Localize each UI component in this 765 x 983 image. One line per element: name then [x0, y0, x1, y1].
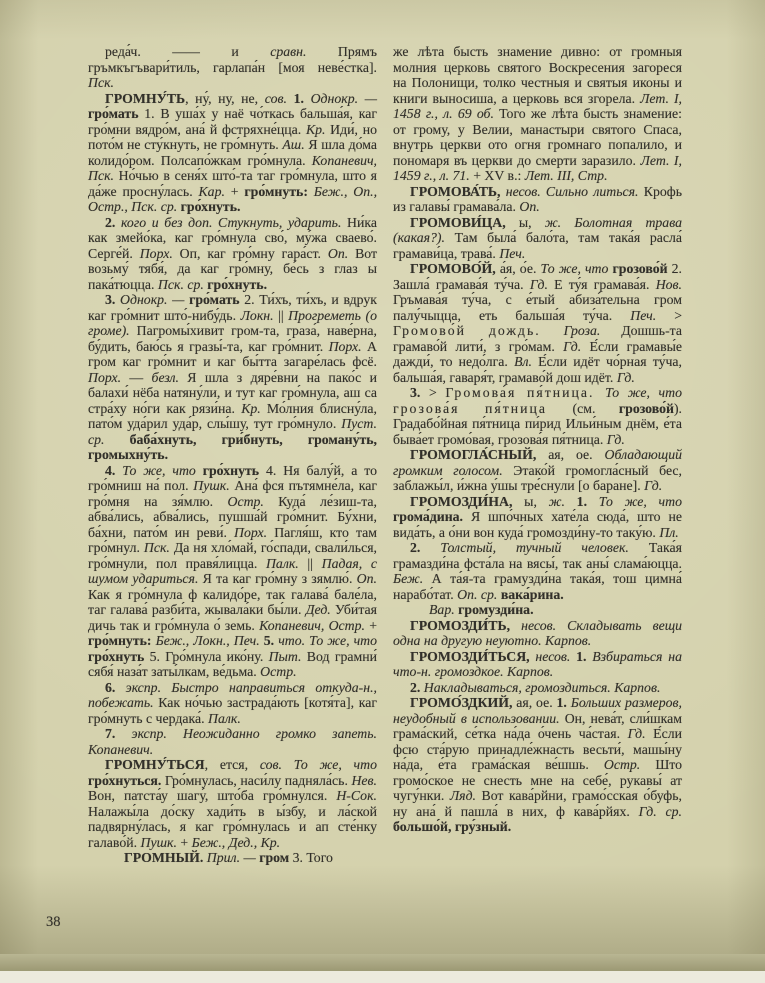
text-run: несов. [535, 648, 577, 664]
text-run: Така́я грамазди́на фста́ла на вясы́, так аны́ слама́юцца. [393, 540, 682, 571]
text-run: Пл. [659, 524, 679, 540]
text-run: Нев. [351, 772, 377, 788]
text-run: То же, что [122, 462, 203, 478]
text-run: гро́хнуть [88, 648, 150, 664]
text-run: 5. [149, 648, 166, 664]
left-column [88, 44, 377, 866]
text-run: Дошшь-та грамаво́й лити́, з гро́мам. [393, 323, 682, 354]
page-bottom-edge-shadow [0, 954, 765, 971]
text-run: баба́хнуть, гри́бнуть, громану́ть, громыхну́ть. [88, 431, 377, 462]
entry-gromovat [393, 184, 682, 215]
text-run: гро́мнуть: [88, 633, 156, 648]
text-run: Лет. III, Стр. [524, 168, 608, 183]
text-run: 3. Того [292, 850, 333, 865]
text-run: Пыт. [268, 648, 307, 664]
text-run: Аш. [282, 137, 309, 152]
text-run: Вл. [514, 354, 539, 369]
prev-entry-continuation [88, 44, 377, 91]
text-run: 3. [410, 385, 429, 400]
text-run: 4. [265, 462, 284, 478]
text-run: Да ня хло́май, го́спади, свали́лься, гро́мнули, пол правя́лицца. [88, 540, 377, 571]
text-run: Кр. [305, 121, 331, 137]
text-run: Дед. [305, 602, 336, 617]
gromozditsya-sense-2 [393, 680, 682, 696]
text-run: Ана́ фся пътямне́ла, каг гро́мня на зя́млю. [88, 478, 377, 509]
text-run: , ется, [204, 757, 260, 772]
text-run: Вон, патста́у шагу́, што́ба гро́мнулся. [88, 788, 337, 803]
text-run: Пагля́ш, кто там гро́мнул. [88, 524, 377, 555]
text-run: 1. [556, 695, 571, 710]
text-run: громузди́на. [458, 602, 534, 617]
text-run: грома́дина. [393, 509, 471, 524]
entry-gromnut [88, 91, 377, 215]
text-run: сравн. [270, 44, 338, 59]
text-run: + XV в.: [473, 168, 525, 183]
text-run: Н-Сок. [336, 788, 377, 803]
text-run: Прил. — [206, 850, 260, 865]
text-run: То же, что [598, 493, 682, 509]
gromovoy-sense-3 [393, 385, 682, 447]
text-run: Накладываться, громоздиться. [423, 679, 615, 695]
page-number: 38 [46, 914, 61, 930]
text-run: Пуст. ср. [88, 416, 377, 447]
entry-gromoglasny [393, 447, 682, 494]
text-run: ая, ое. [548, 447, 605, 462]
text-run: ГРОМОЗДИ́НА, [410, 493, 525, 509]
text-run: Пск. ср. [157, 276, 208, 292]
text-run: Однокр. — [120, 292, 190, 307]
text-run: Пск. [88, 75, 114, 90]
text-run: 1. [144, 106, 161, 121]
text-run: А гром каг гро́мнит и каг бы́тта загаре́лась фсё. [88, 338, 377, 369]
text-run: Палк. [265, 555, 308, 571]
text-run: Я та каг гро́мну з зямлю́. [202, 571, 357, 586]
entry-gromozditsya [393, 649, 682, 680]
text-run: Гро́мнула ико́ну. [165, 648, 269, 664]
text-run: (см. [572, 400, 619, 416]
text-run: 7. [105, 726, 132, 741]
text-run: То же, что [605, 385, 683, 400]
text-run: сов. [264, 90, 294, 106]
text-run: Кар. [198, 183, 231, 199]
text-run: || [307, 555, 322, 571]
text-run: Налажы́ла до́ску хади́ть в ы́збу, и ла́ской падвярну́лась, я каг гро́мнулась и ап сте́нку галаво́й. [88, 803, 377, 850]
text-run: Зашла́ грамава́я ту́ча. [393, 276, 530, 292]
text-run: Но́чью в сеня́х што́-та таг гро́мнула, што я да́же просну́лась. [88, 168, 377, 199]
text-run: Порх. [328, 338, 368, 354]
text-run: 1. [576, 648, 593, 664]
text-run: Гръмава́я ту́ча, с е́тый абиза́тельна гром палу́чыцца, еть бальша́я ту́ча. [393, 292, 682, 323]
gromnut-sense-6 [88, 680, 377, 727]
text-run: грозово́й [612, 261, 672, 276]
text-run: гро́хнуть. [180, 199, 241, 214]
text-run: Он, нева́т, сли́шкам грама́ский, се́тка на́да о́чень ча́стая. [393, 710, 683, 741]
text-run: гро́мать [189, 292, 245, 307]
text-run: ГРОМОВИ́ЦА, [410, 214, 519, 230]
text-run: Е́сли фсю ста́рую принадле́жнасть весьти́, машы́ну на́да, е́та грама́ская ве́шшь. [393, 726, 682, 772]
text-run: Громово́й дождь. [393, 323, 564, 338]
entry-gromny [88, 850, 377, 866]
gromny-citation-continuation [393, 44, 682, 184]
text-run: Остр. [603, 757, 656, 772]
text-run: ГРОМНУ́ТЬ [105, 90, 186, 106]
text-run: ГРОМОГЛА́СНЫЙ, [410, 447, 549, 462]
text-run: 2. [410, 540, 441, 555]
text-run: Е ту́я грамава́я. [554, 276, 656, 292]
right-column [393, 44, 682, 866]
text-run: Порх. [88, 369, 130, 385]
text-run: 2. [244, 292, 260, 307]
text-run: а́я, о́е. [499, 261, 541, 276]
text-run: что. То же, что [278, 633, 378, 648]
gromnut-sense-3 [88, 292, 377, 463]
text-run: Падая, с шумом удариться. [88, 555, 377, 586]
text-run: Оп. ср. [457, 586, 501, 602]
text-run: Вод грамни́ сябя́ наза́т заты́лкам, ве́дьма. [88, 648, 378, 679]
text-run: 2. [105, 214, 121, 230]
text-run: Как я гро́мнула ф калидо́ре, так галава́ бале́ла, таг галава́ разби́та, жывала́ки бы́ли. [88, 586, 377, 617]
text-run: Гро́мнулась, наси́лу падняла́сь. [164, 772, 352, 788]
text-run: 3. [105, 292, 121, 307]
text-run: Того же лѣта бысть знамение: от грому, у Велии, манастыри святого Спаса, внутрь церкви ото огня громнаго попалило, и пономаря въ церкви до смерти заразило. [393, 106, 682, 168]
text-run: 5. [263, 633, 279, 648]
text-run: ГРОМОЗДИ́ТЬ, [410, 617, 522, 633]
text-run: Взбираться на что-н. громоздкое. [393, 648, 682, 679]
text-run: Там была́ бало́та, там така́я расла́ грамави́ца, трава́. [393, 230, 682, 261]
text-run: гро́мать [88, 106, 145, 121]
text-run: ы, [518, 214, 545, 230]
text-run: Уби́тая дичь так и гро́мнула о́ земь. [88, 602, 377, 633]
text-run: Этако́й громогла́сный бес, заблажы́л, и́жна у́шы тре́снули [о баране]. [393, 462, 682, 493]
text-run: Карпов. [614, 679, 661, 695]
entry-gromozdky [393, 695, 682, 835]
text-run: Печ. [630, 307, 675, 323]
text-run: Лет. I, 1458 г., л. 69 об. [393, 90, 682, 121]
text-run: же лѣта бысть знамение дивно: от громныя молния церковь святого Воскресения загореся на Полонищи, толко честныя и святыя иконы и книги выносиша, а церковь вся згорела. [393, 44, 682, 106]
text-run: Гд. [606, 431, 625, 447]
page-bottom-edge-light [0, 971, 765, 983]
text-run: Оп. [519, 199, 540, 214]
entry-gromovitsa [393, 215, 682, 262]
text-run: экспр. Неожиданно громко запеть. [131, 726, 377, 741]
text-run: Што громо́ское не снесть мне на себе́, рукавы́ ат чугу́нки. [393, 757, 682, 803]
text-run: Пск. [143, 540, 174, 555]
text-run: безл. [151, 369, 188, 385]
text-run: Гд. [616, 369, 635, 385]
text-run: Нов. [655, 276, 682, 292]
text-run: Оп. [327, 245, 356, 261]
text-run: Е́сли грамавы́е дажди́, то недо́лга. [393, 338, 683, 369]
text-run: Остр. [260, 664, 297, 679]
text-run: Кр. [241, 400, 267, 416]
text-run: Карпов. [545, 633, 592, 648]
text-run: , ну́, ну, не, [185, 90, 265, 106]
text-run: 6. [105, 679, 126, 695]
text-run: Оп. [356, 571, 377, 586]
text-run: 1. [293, 90, 311, 106]
text-run: Как но́чью застрада́ють [котя́та], каг гро́мнуть с чердака́. [88, 695, 377, 726]
text-run: Пушк. [140, 834, 181, 850]
text-run: Беж., Локн., Печ. [155, 633, 264, 648]
text-run: Я шпо́чных хате́ла сюда́, што не вида́ть, а о́ни вон куда́ громозди́ну-то таку́ю. [393, 509, 683, 540]
text-run: Мо́лния блисну́ла, пато́м уда́рил уда́р, слы́шу, тут гро́мнуло. [88, 400, 377, 431]
gromnut-sense-7 [88, 726, 377, 757]
text-run: Гд. [644, 478, 663, 493]
text-run: Копаневич. [88, 741, 154, 757]
text-run: несов. Складывать вещи одна на другую неуютно. [393, 617, 683, 648]
gromnut-sense-2 [88, 215, 377, 293]
text-run: ая, ое. [516, 695, 557, 710]
text-run: Ти́хъ, ти́хъ, и вдрук каг гро́мнит што́-нибу́дь. [88, 292, 377, 323]
text-run: Гд. [627, 726, 654, 741]
text-run: + [369, 617, 378, 633]
text-run: Гд. ср. [638, 803, 682, 819]
text-run: грозово́й [618, 400, 674, 416]
text-run: Прогреметь (о громе). [88, 307, 377, 338]
gromozdina-sense-2 [393, 540, 682, 602]
gromozdina-var [393, 602, 682, 618]
text-run: Вот кава́рйни, грамо́сская о́буфь, ну ана́ й пашла́ в них, ф кава́рйях. [393, 788, 682, 819]
text-run: Я шла з дяре́вни на пако́с и балахи́ нёба натяну́ли, и тут каг гро́мнула, аш са стра́ху но́ги как рязи́на. [88, 369, 378, 416]
text-run: Порх. [234, 524, 275, 540]
text-run: > [674, 307, 682, 323]
text-run: Вар. [429, 602, 459, 617]
entry-gromovoy [393, 261, 682, 385]
text-run: ГРОМОВА́ТЬ, [410, 183, 506, 199]
text-run: 2. [410, 679, 424, 695]
entry-gromozdit [393, 618, 682, 649]
text-run: Обладающий громким голосом. [393, 447, 682, 478]
text-run: Беж. [393, 571, 432, 586]
text-run: ГРОМНУ́ТЬСЯ [105, 757, 205, 772]
text-run: В уша́х у наё чо́ткась бальша́я, каг гро́мни вядро́м, ана́ й фстряхне́цца. [88, 106, 378, 137]
text-run: А та́я-та грамузди́на така́я, тош цимна́ нарабо́тат. [393, 571, 682, 602]
text-run: Иди́, но пото́м не сту́кнуть, не гро́мнуть. [88, 121, 377, 152]
text-run: Локн. [240, 307, 279, 323]
text-run: гро́хнуться. [88, 772, 165, 788]
text-run: Копаневич, Остр. [259, 617, 370, 633]
text-run: Громова́я пя́тница. [445, 385, 606, 400]
text-run: Беж., Дед., Кр. [191, 834, 281, 850]
text-run: ). [673, 400, 682, 416]
text-run: Печ. [499, 245, 526, 261]
text-run: 1. [576, 493, 599, 509]
text-run: Крофь из галавы́ грамава́ла. [393, 183, 682, 214]
text-run: То же, что [540, 261, 613, 276]
text-run: ы, [524, 493, 549, 509]
text-run: > [428, 385, 446, 400]
text-run: Гд. [563, 338, 590, 354]
text-run: ГРОМО́ЗДКИЙ, [410, 695, 517, 710]
entry-gromnutsya [88, 757, 377, 850]
text-run: большо́й, гру́зный. [393, 819, 512, 834]
text-run: гро́мнуть: [244, 183, 314, 199]
text-run: Прямъ гръмкъгъвари́тиль, гарлапа́н [моя неве́стка]. [88, 44, 377, 75]
text-run: + [180, 834, 192, 850]
text-run: Копаневич, Пск. [88, 152, 377, 183]
text-run: ср. [160, 199, 181, 214]
text-run: Оп, каг гро́мну гара́ст. [179, 245, 328, 261]
text-run: Остр. [227, 493, 279, 509]
text-run: — [129, 369, 152, 385]
text-run: 4. [105, 462, 123, 478]
text-run: ГРОМНЫЙ. [124, 850, 207, 865]
text-run: Гроза. [563, 323, 622, 338]
text-run: Больших размеров, неудобный в использовании. [393, 695, 682, 726]
text-run: Я шла до́ма колидо́ром. Полсапо́жкам гро́мнула. [88, 137, 377, 168]
text-run: несов. Сильно литься. [505, 183, 644, 199]
text-run: Палк. [208, 710, 241, 726]
gromnut-sense-4-5 [88, 463, 377, 680]
text-run: Ляд. [449, 788, 482, 803]
text-run: ж. [548, 493, 577, 509]
text-run: грозова́я пя́тница [393, 400, 573, 416]
text-run: Карпов. [507, 664, 554, 679]
text-run: гром [259, 850, 293, 865]
text-run: кого и без доп. Стукнуть, ударить. [121, 214, 348, 230]
text-run: Гд. [529, 276, 555, 292]
text-run: Однокр. — [310, 90, 378, 106]
text-run: Пушк. [193, 478, 235, 493]
text-run: Пагромы́хивит гром-та, граза́, наве́рна, бу́дить, баю́сь я гразы́-та, каг гро́мнит. [88, 323, 377, 354]
text-run: Порх. [139, 245, 180, 261]
text-run: Беж., Оп., Остр., Пск. [88, 183, 378, 214]
text-run: ГРОМОЗДИ́ТЬСЯ, [410, 648, 536, 664]
text-block [88, 44, 682, 866]
text-run: Ня балу́й, а то гро́мниш на́ пол. [88, 462, 378, 493]
text-run: || [278, 307, 289, 323]
entry-gromozdina [393, 494, 682, 541]
text-run: Ни́ка как змейо́ка, каг гро́мнула сво́, му́жа сваево́. Серге́й. [88, 214, 378, 261]
text-run: вака́рина. [500, 586, 564, 602]
text-run: гро́хнуть. [207, 276, 268, 292]
text-run: ж. Болотная трава (какая?). [393, 214, 682, 245]
text-run: Е́сли идёт чо́рная ту́ча, бальша́я, гаваря́т, грамаво́й дош идёт. [393, 354, 682, 385]
text-run: Куда́ ле́зиш-та, абва́лись, абва́лись, пушша́й гро́мнит. Бу́хни, ба́хни, пато́м ин реви́. [88, 493, 377, 540]
text-run: Толстый, тучный человек. [440, 540, 649, 555]
text-run: экспр. Быстро направиться откуда-н., побежать. [88, 679, 377, 710]
text-run: реда́ч. —— и [105, 44, 271, 59]
text-run: Вот возьму́ тябя́, да каг гро́мну, бе́сь з глаз ы пака́тюцца. [88, 245, 378, 292]
text-run: ГРОМОВО́Й, [410, 261, 500, 276]
text-run: 2. [671, 261, 682, 276]
text-run: гро́хнуть [202, 462, 266, 478]
text-run: Градабо́йная пя́тница пи́рид Ильи́ным днём, е́та быва́ет громо́вая, грозова́я пя́тница. [393, 416, 682, 447]
text-run: сов. То же, что [259, 757, 377, 772]
text-run: Лет. I, 1459 г., л. 71. [393, 152, 682, 183]
text-run: + [230, 183, 245, 199]
